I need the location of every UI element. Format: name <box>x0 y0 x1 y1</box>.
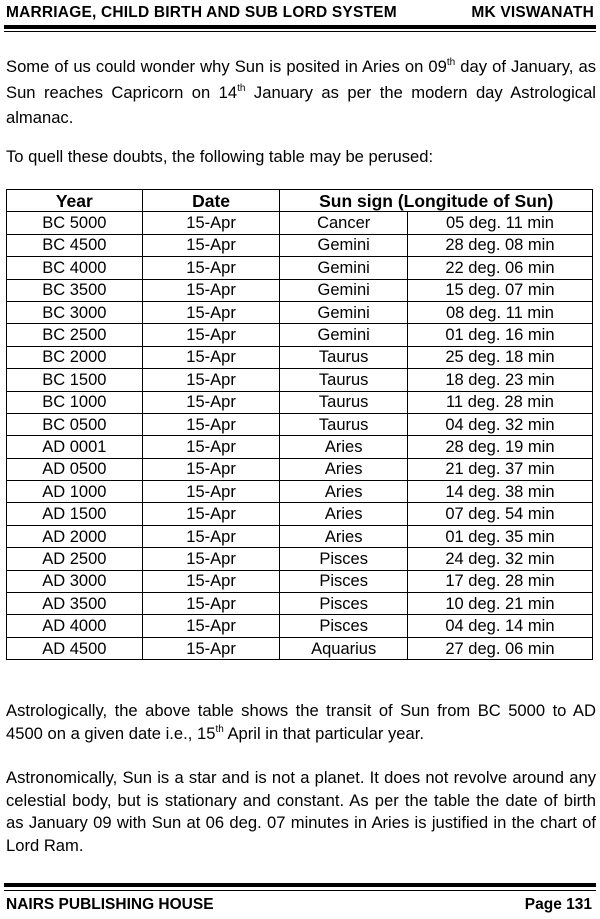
table-row <box>7 346 593 368</box>
cell-date: 15-Apr <box>142 503 280 525</box>
astrology-paragraph <box>6 700 596 748</box>
author-name: MK VISWANATH <box>471 4 594 21</box>
cell-sun-sign: Cancer <box>280 212 407 234</box>
table-row <box>7 525 593 547</box>
cell-sun-sign: Pisces <box>280 570 407 592</box>
table-row <box>7 436 593 458</box>
ordinal-suffix: th <box>237 82 246 94</box>
cell-sun-sign: Aries <box>280 436 407 458</box>
cell-date: 15-Apr <box>142 234 280 256</box>
header-sun-sign: Sun sign (Longitude of Sun) <box>280 190 593 212</box>
cell-year: AD 0001 <box>7 436 143 458</box>
cell-year: BC 4000 <box>7 257 143 279</box>
cell-longitude: 22 deg. 06 min <box>407 257 592 279</box>
cell-sun-sign: Gemini <box>280 301 407 323</box>
ordinal-suffix: th <box>215 723 224 735</box>
cell-date: 15-Apr <box>142 593 280 615</box>
table-row <box>7 481 593 503</box>
cell-longitude: 24 deg. 32 min <box>407 548 592 570</box>
cell-year: BC 3000 <box>7 301 143 323</box>
cell-sun-sign: Gemini <box>280 234 407 256</box>
cell-year: BC 0500 <box>7 413 143 435</box>
cell-year: AD 1000 <box>7 481 143 503</box>
cell-sun-sign: Pisces <box>280 548 407 570</box>
cell-longitude: 17 deg. 28 min <box>407 570 592 592</box>
cell-year: BC 1500 <box>7 369 143 391</box>
cell-sun-sign: Gemini <box>280 324 407 346</box>
running-header <box>6 2 594 24</box>
cell-date: 15-Apr <box>142 301 280 323</box>
cell-sun-sign: Aries <box>280 503 407 525</box>
cell-longitude: 04 deg. 32 min <box>407 413 592 435</box>
cell-longitude: 04 deg. 14 min <box>407 615 592 637</box>
footer-rule-thin <box>4 890 596 891</box>
cell-date: 15-Apr <box>142 369 280 391</box>
cell-year: AD 3500 <box>7 593 143 615</box>
cell-longitude: 28 deg. 19 min <box>407 436 592 458</box>
cell-year: AD 1500 <box>7 503 143 525</box>
cell-date: 15-Apr <box>142 615 280 637</box>
astronomy-paragraph: Astronomically, Sun is a star and is not a planet. It does not revolve around any celestial body, but is stationary and constant. As per the table the date of birth as January 09 with Sun at 06 deg. 07 minutes in Aries is justified in the chart of Lord Ram. <box>6 768 596 855</box>
intro-paragraph <box>6 56 596 130</box>
cell-date: 15-Apr <box>142 413 280 435</box>
table-row <box>7 324 593 346</box>
cell-longitude: 01 deg. 16 min <box>407 324 592 346</box>
publisher-name: NAIRS PUBLISHING HOUSE <box>6 896 214 913</box>
cell-sun-sign: Taurus <box>280 346 407 368</box>
cell-sun-sign: Gemini <box>280 279 407 301</box>
cell-year: AD 4000 <box>7 615 143 637</box>
cell-longitude: 21 deg. 37 min <box>407 458 592 480</box>
cell-sun-sign: Aries <box>280 525 407 547</box>
cell-sun-sign: Aquarius <box>280 637 407 659</box>
cell-longitude: 25 deg. 18 min <box>407 346 592 368</box>
cell-sun-sign: Taurus <box>280 413 407 435</box>
table-row <box>7 257 593 279</box>
table-row <box>7 637 593 659</box>
table-body <box>7 212 593 660</box>
astrology-text-part2: April in that particular year. <box>223 723 424 743</box>
header-year: Year <box>7 190 143 212</box>
sun-transit-table <box>6 189 593 660</box>
book-title: MARRIAGE, CHILD BIRTH AND SUB LORD SYSTEM <box>6 4 397 21</box>
header-rule-thin <box>4 31 596 32</box>
cell-date: 15-Apr <box>142 436 280 458</box>
cell-date: 15-Apr <box>142 279 280 301</box>
cell-longitude: 01 deg. 35 min <box>407 525 592 547</box>
cell-sun-sign: Taurus <box>280 391 407 413</box>
cell-longitude: 08 deg. 11 min <box>407 301 592 323</box>
cell-date: 15-Apr <box>142 458 280 480</box>
cell-date: 15-Apr <box>142 324 280 346</box>
cell-sun-sign: Pisces <box>280 593 407 615</box>
intro-text-part3: January as per the modern day Astrological almanac. <box>6 82 596 127</box>
table-row <box>7 301 593 323</box>
cell-date: 15-Apr <box>142 637 280 659</box>
cell-longitude: 15 deg. 07 min <box>407 279 592 301</box>
cell-longitude: 07 deg. 54 min <box>407 503 592 525</box>
cell-longitude: 18 deg. 23 min <box>407 369 592 391</box>
cell-longitude: 10 deg. 21 min <box>407 593 592 615</box>
cell-year: BC 3500 <box>7 279 143 301</box>
table-row <box>7 503 593 525</box>
cell-year: AD 2000 <box>7 525 143 547</box>
cell-date: 15-Apr <box>142 481 280 503</box>
cell-year: AD 2500 <box>7 548 143 570</box>
table-row <box>7 615 593 637</box>
table-row <box>7 212 593 234</box>
table-row <box>7 548 593 570</box>
table-row <box>7 234 593 256</box>
cell-date: 15-Apr <box>142 346 280 368</box>
cell-date: 15-Apr <box>142 525 280 547</box>
footer-rule-thick <box>4 883 596 887</box>
intro-text-part2: day of January, as Sun reaches Capricorn on 14 <box>6 57 596 102</box>
cell-date: 15-Apr <box>142 548 280 570</box>
cell-sun-sign: Aries <box>280 458 407 480</box>
cell-sun-sign: Taurus <box>280 369 407 391</box>
cell-year: BC 4500 <box>7 234 143 256</box>
cell-sun-sign: Aries <box>280 481 407 503</box>
cell-year: AD 4500 <box>7 637 143 659</box>
header-rule-thick <box>4 25 596 29</box>
table-lead-in: To quell these doubts, the following table may be perused: <box>6 147 434 166</box>
cell-longitude: 14 deg. 38 min <box>407 481 592 503</box>
table-row <box>7 369 593 391</box>
cell-date: 15-Apr <box>142 212 280 234</box>
cell-longitude: 05 deg. 11 min <box>407 212 592 234</box>
cell-year: BC 2000 <box>7 346 143 368</box>
table-row <box>7 413 593 435</box>
cell-longitude: 27 deg. 06 min <box>407 637 592 659</box>
cell-date: 15-Apr <box>142 570 280 592</box>
intro-text-part1: Some of us could wonder why Sun is posited in Aries on 09 <box>6 57 447 76</box>
cell-longitude: 11 deg. 28 min <box>407 391 592 413</box>
table-header-row <box>7 190 593 212</box>
cell-year: BC 2500 <box>7 324 143 346</box>
astrology-text-part1: Astrologically, the above table shows the transit of Sun from BC 5000 to AD 4500 on a given date i.e., 15 <box>6 701 596 743</box>
cell-date: 15-Apr <box>142 257 280 279</box>
table-row <box>7 593 593 615</box>
cell-year: BC 1000 <box>7 391 143 413</box>
header-date: Date <box>142 190 280 212</box>
table-row <box>7 458 593 480</box>
running-footer <box>6 894 592 916</box>
page-number: Page 131 <box>524 896 592 913</box>
cell-year: AD 3000 <box>7 570 143 592</box>
table-row <box>7 391 593 413</box>
ordinal-suffix: th <box>446 57 456 68</box>
cell-year: AD 0500 <box>7 458 143 480</box>
cell-sun-sign: Gemini <box>280 257 407 279</box>
cell-sun-sign: Pisces <box>280 615 407 637</box>
cell-year: BC 5000 <box>7 212 143 234</box>
cell-longitude: 28 deg. 08 min <box>407 234 592 256</box>
cell-date: 15-Apr <box>142 391 280 413</box>
table-row <box>7 279 593 301</box>
table-row <box>7 570 593 592</box>
